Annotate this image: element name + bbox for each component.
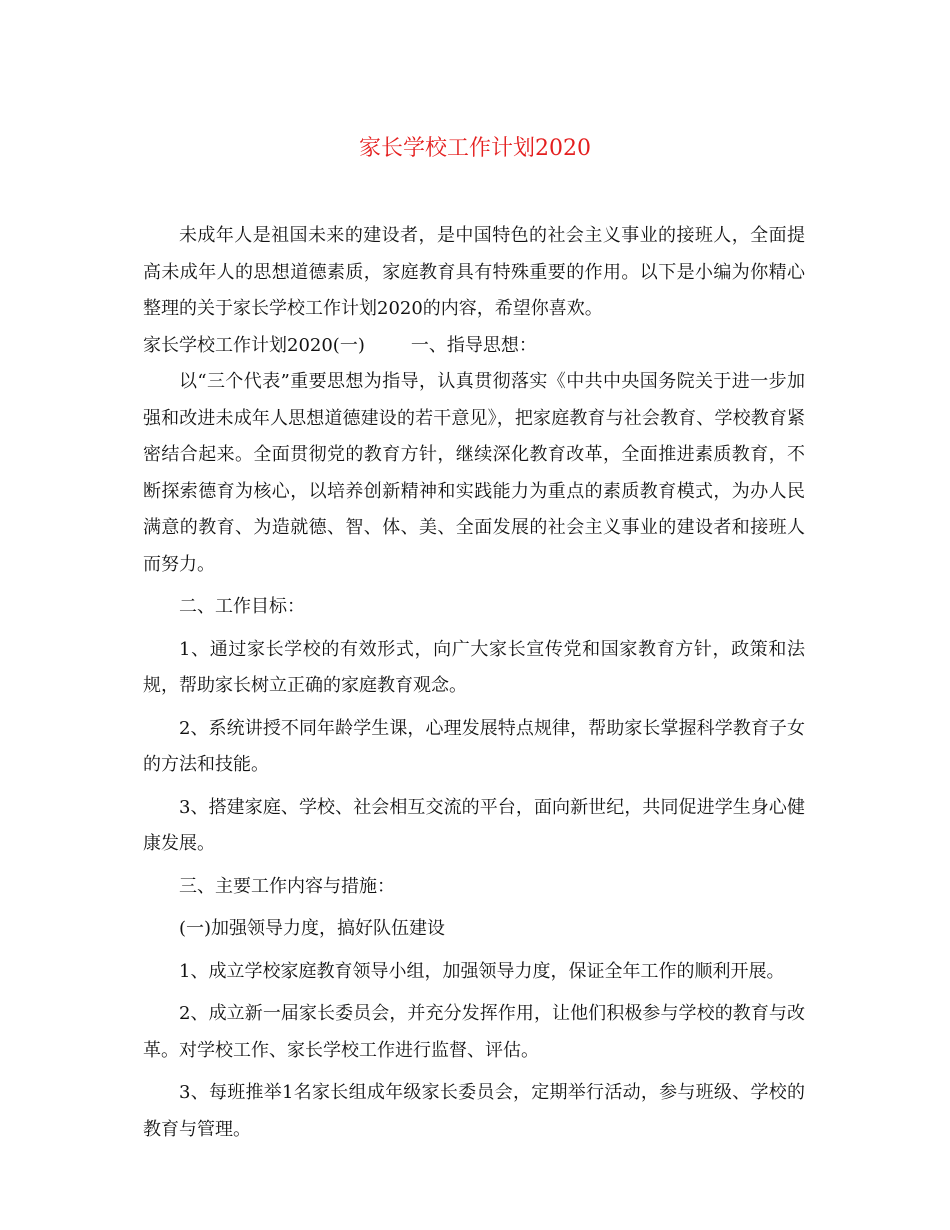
section1-heading: 一、指导思想： xyxy=(410,334,537,356)
section2-heading: 二、工作目标： xyxy=(179,596,305,617)
measure-item: 3、每班推举1名家长组成年级家长委员会，定期举行活动，参与班级、学校的教育与管理。 xyxy=(143,1082,805,1140)
subtitle-line xyxy=(143,328,805,365)
goal-item: 3、搭建家庭、学校、社会相互交流的平台，面向新世纪，共同促进学生身心健康发展。 xyxy=(143,796,805,854)
section1-body: 以“三个代表”重要思想为指导，认真贯彻落实《中共中央国务院关于进一步加强和改进未成年人思想道德建设的若干意见》，把家庭教育与社会教育、学校教育紧密结合起来。全面贯彻党的教育方针，继续深化教育改革，全面推进素质教育，不断探索德育为核心，以培养创新精神和实践能力为重点的素质教育模式，为办人民满意的教育、为造就德、智、体、美、全面发展的社会主义事业的建设者和接班人而努力。 xyxy=(143,371,805,575)
subsection1-heading: (一)加强领导力度，搞好队伍建设 xyxy=(179,918,446,939)
document-title: 家长学校工作计划2020 xyxy=(359,136,591,161)
intro-paragraph: 未成年人是祖国未来的建设者，是中国特色的社会主义事业的接班人，全面提高未成年人的思想道德素质，家庭教育具有特殊重要的作用。以下是小编为你精心整理的关于家长学校工作计划2020的内容，希望你喜欢。 xyxy=(143,225,805,319)
section3-heading: 三、主要工作内容与措施： xyxy=(179,875,395,897)
plan-subtitle: 家长学校工作计划2020(一) xyxy=(143,334,365,356)
goal-item: 1、通过家长学校的有效形式，向广大家长宣传党和国家教育方针，政策和法规，帮助家长树立正确的家庭教育观念。 xyxy=(143,638,805,696)
document-body xyxy=(143,218,805,1148)
measure-item: 1、成立学校家庭教育领导小组，加强领导力度，保证全年工作的顺利开展。 xyxy=(179,960,785,982)
goal-item: 2、系统讲授不同年龄学生课，心理发展特点规律，帮助家长掌握科学教育子女的方法和技能。 xyxy=(143,717,805,775)
measure-item: 2、成立新一届家长委员会，并充分发挥作用，让他们积极参与学校的教育与改革。对学校工作、家长学校工作进行监督、评估。 xyxy=(143,1003,805,1061)
